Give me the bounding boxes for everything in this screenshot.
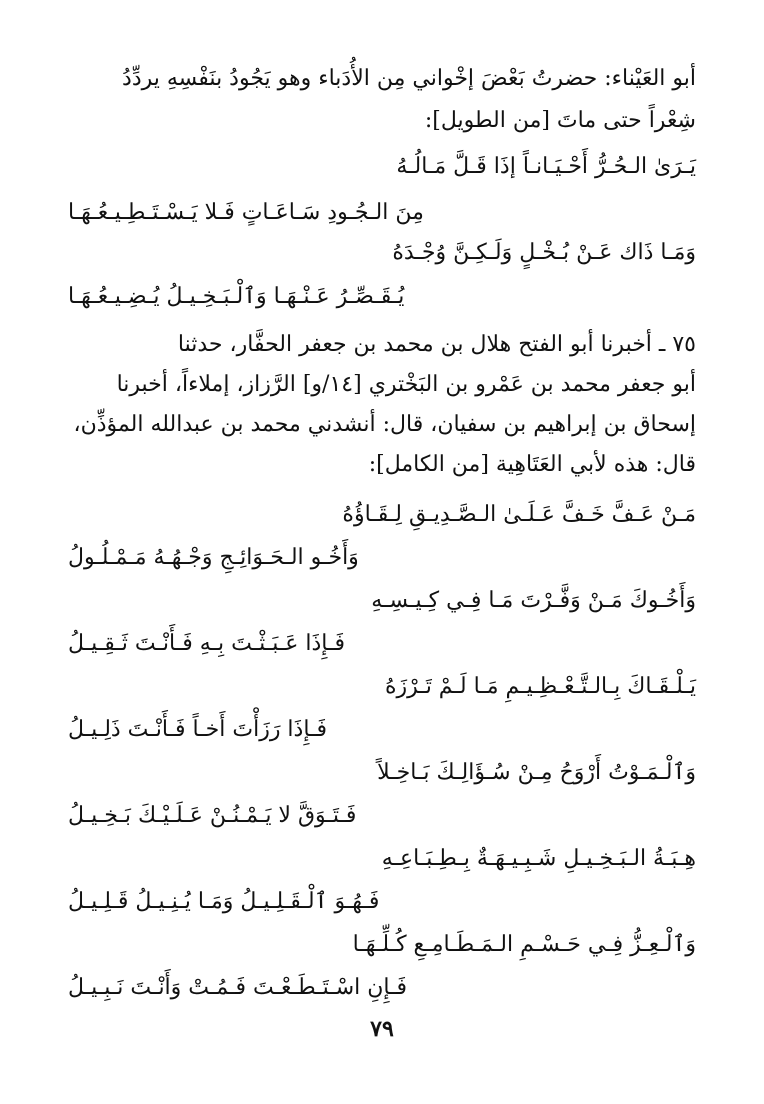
para75-line-1: ٧٥ ـ أخبرنا أبو الفتح هلال بن محمد بن جعفر الحفَّار، حدثنا: [177, 332, 696, 357]
poem1-verse-2: مِنَ الـجُـودِ سَـاعَـاتٍ فَـلا يَـسْـتَـطِـيـعُـهَـا: [68, 200, 424, 225]
para75-line-3: إسحاق بن إبراهيم بن سفيان، قال: أنشدني محمد بن عبدالله المؤذِّن،: [73, 412, 696, 437]
poem2-verse-2: وَأَخُـو الـحَـوَائِـجِ وَجْـهُـهُ مَـمْـلُـولُ: [68, 545, 359, 570]
poem2-verse-4: فَـإِذَا عَـبَـثْـتَ بِـهِ فَـأَنْـتَ ثَـقِـيـلُ: [68, 631, 345, 656]
poem2-verse-3: وَأَخُـوكَ مَـنْ وَفَّـرْتَ مَـا فِـي كِـيـسِـهِ: [371, 588, 696, 613]
poem2-verse-9: هِـبَـةُ الـبَـخِـيـلِ شَـبِـيـهَـةٌ بِـطِـبَـاعِـهِ: [381, 846, 696, 871]
poem2-verse-12: فَـإِنِ اسْـتَـطَـعْـتَ فَـمُـتْ وَأَنْـتَ نَـبِـيـلُ: [68, 975, 408, 1000]
para75-line-4: قال: هذه لأبي العَتَاهِية [من الكامل]:: [368, 452, 696, 477]
poem1-verse-4: يُـقَـصِّـرُ عَـنْـهَـا وَٱلْـبَـخِـيـلُ يُـضِـيـعُـهَـا: [68, 284, 405, 309]
poem2-verse-7: وَٱلْـمَـوْتُ أَرْوَحُ مِـنْ سُـؤَالِـكَ بَـاخِـلاً: [377, 760, 696, 785]
intro-line-2: شِعْراً حتى ماتَ [من الطويل]:: [424, 108, 696, 133]
poem2-verse-6: فَـإِذَا رَزَأْتَ أَخـاً فَـأَنْـتَ ذَلِـيـلُ: [68, 717, 328, 742]
poem2-verse-11: وَٱلْـعِـزُّ فِـي حَـسْـمِ الـمَـطَـامِـعِ كُـلِّـهَـا: [352, 932, 696, 957]
para75-line-2: أبو جعفر محمد بن عَمْرو بن البَخْتري [١٤/و] الرَّزاز، إملاءاً، أخبرنا: [116, 372, 696, 397]
poem2-verse-10: فَـهُـوَ ٱلْـقَـلِـيـلُ وَمَـا يُـنِـيـلُ قَـلِـيـلُ: [68, 889, 380, 914]
intro-line-1: أبو العَيْناء: حضرتُ بَعْضَ إخْواني مِن الأُدَباء وهو يَجُودُ بنَفْسِهِ يردِّدُ: [122, 66, 696, 91]
poem1-verse-1: يَـرَىٰ الـحُـرُّ أَحْـيَـانـاً إذَا قَـلَّ مَـالُـهُ: [396, 154, 696, 179]
poem2-verse-8: فَـتَـوَقَّ لا يَـمْـنُـنْ عَـلَـيْـكَ بَـخِـيـلُ: [68, 803, 357, 828]
poem2-verse-1: مَـنْ عَـفَّ خَـفَّ عَـلَـىٰ الـصَّـدِيـقِ لِـقَـاؤُهُ: [342, 502, 696, 527]
page-number: ٧٩: [370, 1016, 394, 1042]
poem2-verse-5: يَـلْـقَـاكَ بِـالـتَّـعْـظِـيـمِ مَـا لَـمْ تَـرْزَهُ: [384, 674, 696, 699]
poem1-verse-3: وَمَـا ذَاك عَـنْ بُـخْـلٍ وَلَـكِـنَّ وُجْـدَهُ: [392, 240, 696, 265]
